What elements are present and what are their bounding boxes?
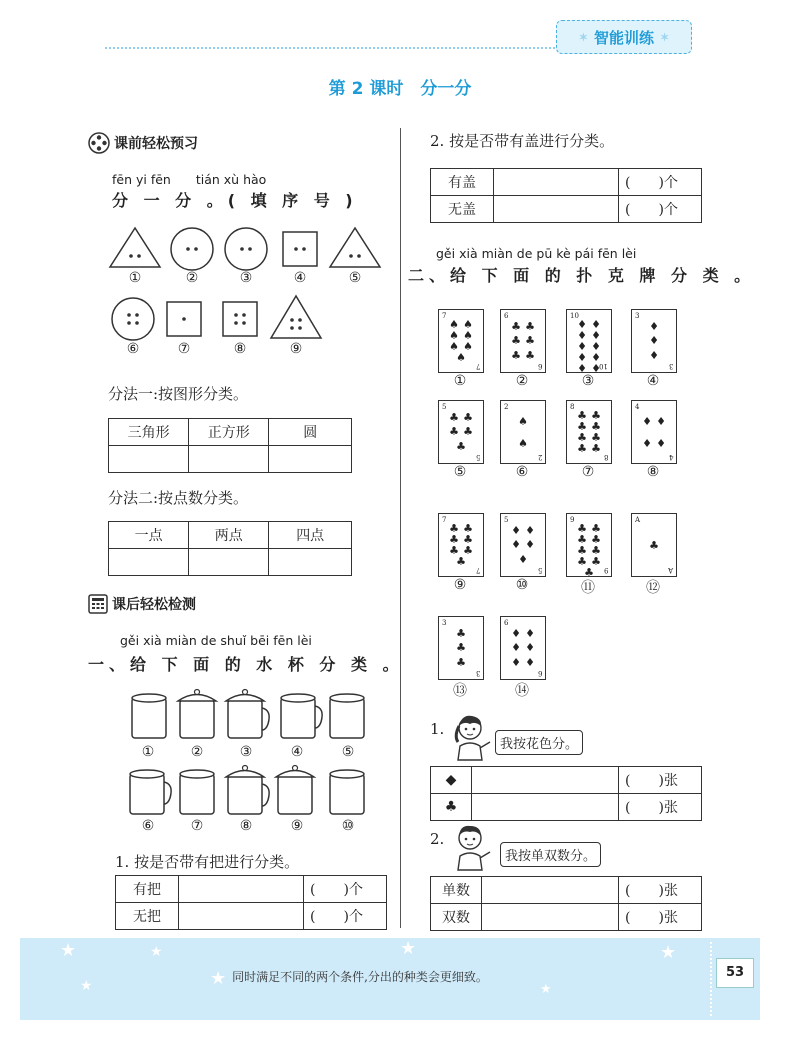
handle-table	[115, 875, 387, 930]
suit-pip: ♣	[463, 544, 473, 557]
shape-label: ⑨	[289, 341, 303, 357]
method2-text: 分法二:按点数分类。	[108, 489, 249, 507]
answer-cell[interactable]	[269, 549, 352, 576]
suit-pip: ♠	[449, 340, 459, 353]
card-label: ⑭	[515, 683, 529, 699]
shape-label: ⑧	[233, 341, 247, 357]
star-icon: ★	[150, 944, 163, 960]
table-header: 正方形	[189, 419, 269, 446]
suit-pip: ♣	[591, 431, 601, 444]
boy-avatar	[450, 822, 494, 872]
card-label: ⑨	[453, 577, 467, 593]
playing-card	[438, 513, 484, 577]
answer-cell[interactable]	[179, 903, 304, 930]
playing-card	[566, 400, 612, 464]
card-label: ⑪	[581, 580, 595, 596]
count-blank[interactable]: ( )	[625, 773, 664, 789]
suit-pip: ♦	[577, 362, 587, 375]
suit-pip: ♣	[456, 656, 466, 670]
card-rank: 3	[668, 362, 673, 370]
girl-avatar	[450, 712, 494, 762]
shape-2-circle-2dots	[171, 228, 213, 270]
parity-table	[430, 876, 702, 931]
cup-label: ⑥	[141, 818, 155, 834]
card-pips	[575, 318, 603, 375]
shape-6-circle-4dots	[112, 298, 154, 340]
playing-card	[631, 400, 677, 464]
cup-5	[330, 694, 364, 738]
suit-pip: ♣	[456, 641, 466, 655]
preview-heading	[88, 132, 198, 154]
playing-card	[500, 309, 546, 373]
cup-10	[330, 770, 364, 814]
header-dotted-line	[105, 47, 555, 49]
table-header: 两点	[189, 522, 269, 549]
card-rank: 5	[442, 403, 447, 411]
card-rank: 2	[537, 453, 542, 461]
answer-cell[interactable]	[109, 446, 189, 473]
preview-pinyin: fēn yi fēn tián xù hào	[112, 172, 267, 187]
suit-pip: ♣	[456, 626, 466, 640]
shape-5-triangle-2dots	[330, 228, 380, 267]
shape-label: ①	[128, 270, 142, 286]
card-label: ⑧	[646, 464, 660, 480]
suit-pip: ♠	[463, 318, 473, 331]
suit-pip: ♣	[511, 349, 521, 363]
answer-cell[interactable]	[179, 876, 304, 903]
answer-cell[interactable]	[494, 196, 619, 223]
card-rank: 9	[570, 516, 575, 524]
card-rank: 5	[504, 516, 509, 524]
suit-pip: ♣	[463, 522, 473, 535]
star-icon: ✶	[660, 30, 670, 44]
playing-card	[438, 400, 484, 464]
unit: 个	[348, 882, 363, 898]
cup-1	[132, 694, 166, 738]
star-icon: ★	[540, 982, 552, 997]
suit-pip: ♣	[591, 420, 601, 433]
suit-pip: ♦	[649, 319, 659, 333]
shape-3-circle-2dots	[225, 228, 267, 270]
suit-pip: ♦	[649, 349, 659, 363]
playing-card	[631, 513, 677, 577]
suit-pip: ♦	[649, 334, 659, 348]
suit-pip: ♦	[518, 553, 528, 567]
playing-card	[500, 400, 546, 464]
method1-text: 分法一:按图形分类。	[108, 385, 249, 403]
card-pips	[640, 523, 668, 567]
playing-card	[438, 309, 484, 373]
card-pips	[509, 410, 537, 454]
card-rank: 6	[504, 619, 509, 627]
q1-sub2-text: 2. 按是否带有盖进行分类。	[430, 132, 615, 150]
method1-table	[108, 418, 352, 473]
cup-label: ③	[239, 744, 253, 760]
row-label: 有盖	[431, 169, 494, 196]
suit-pip: ♣	[463, 425, 473, 439]
card-rank: 7	[475, 566, 480, 574]
answer-cell[interactable]	[109, 549, 189, 576]
suit-pip: ♦	[511, 626, 521, 640]
row-label: 有把	[116, 876, 179, 903]
card-label: ⑤	[453, 464, 467, 480]
card-rank: 4	[668, 453, 673, 461]
card-pips	[640, 319, 668, 363]
table-header: 一点	[109, 522, 189, 549]
suit-pip: ♦	[591, 362, 601, 375]
suit-pip: ♦	[525, 523, 535, 537]
shape-label: ⑦	[177, 341, 191, 357]
badge-label: 智能训练	[593, 28, 654, 47]
row-label: ◆	[431, 767, 472, 794]
suit-pip: ♣	[511, 334, 521, 348]
suit-pip: ♦	[511, 523, 521, 537]
cup-label: ⑤	[341, 744, 355, 760]
playing-card	[566, 309, 612, 373]
card-pips	[447, 410, 475, 454]
suit-table	[430, 766, 702, 821]
card-rank: 5	[475, 453, 480, 461]
suit-pip: ♠	[456, 351, 466, 364]
star-icon: ★	[210, 968, 227, 989]
shape-4-square-2dots	[283, 232, 317, 266]
suit-pip: ♦	[656, 414, 666, 428]
cup-9	[276, 766, 314, 815]
footer-band	[20, 938, 760, 1020]
cup-label: ①	[141, 744, 155, 760]
preview-title: 课前轻松预习	[114, 136, 198, 152]
suit-pip: ♦	[525, 538, 535, 552]
suit-pip: ♣	[456, 440, 466, 454]
suit-pip: ♦	[577, 340, 587, 353]
shape-label: ②	[185, 270, 199, 286]
card-rank: 8	[603, 453, 608, 461]
check-heading	[88, 594, 196, 614]
shape-9-triangle-4dots	[271, 296, 321, 338]
star-icon: ★	[400, 938, 417, 959]
card-label: ⑬	[453, 683, 467, 699]
shape-8-square-4dots	[223, 302, 257, 336]
playing-card	[500, 616, 546, 680]
suit-pip: ♣	[525, 319, 535, 333]
card-rank: 6	[537, 669, 542, 677]
unit: 张	[663, 800, 678, 816]
card-rank: 3	[442, 619, 447, 627]
suit-pip: ♣	[591, 533, 601, 546]
cup-8	[226, 766, 269, 815]
answer-cell[interactable]	[482, 877, 619, 904]
lesson-title: 第 2 课时 分一分	[328, 79, 472, 99]
card-pips	[509, 319, 537, 363]
answer-cell[interactable]	[189, 446, 269, 473]
card-pips	[640, 410, 668, 454]
card-pips	[447, 523, 475, 567]
count-blank[interactable]: ( )	[625, 883, 664, 899]
calculator-icon	[88, 594, 108, 614]
suit-pip: ♦	[642, 436, 652, 450]
preview-instruction: 分 一 分 。( 填 序 号 )	[112, 191, 358, 210]
suit-pip: ♠	[518, 436, 528, 450]
shape-label: ⑤	[348, 270, 362, 286]
method2-table	[108, 521, 352, 576]
card-label: ③	[581, 373, 595, 389]
cup-4	[281, 694, 322, 738]
count-blank[interactable]: ( )	[625, 175, 664, 191]
speech-bubble: 我按花色分。	[495, 730, 583, 755]
suit-pip: ♦	[525, 626, 535, 640]
suit-pip: ♣	[577, 409, 587, 422]
suit-pip: ♣	[449, 425, 459, 439]
suit-pip: ♦	[511, 656, 521, 670]
row-label: 双数	[431, 904, 482, 931]
suit-pip: ♦	[591, 351, 601, 364]
suit-pip: ♦	[511, 538, 521, 552]
check-title: 课后轻松检测	[112, 597, 196, 613]
card-rank: 3	[475, 669, 480, 677]
count-blank[interactable]: ( )	[625, 800, 664, 816]
shape-label: ⑥	[126, 341, 140, 357]
suit-pip: ♣	[449, 522, 459, 535]
card-rank: 8	[570, 403, 575, 411]
card-label: ⑩	[515, 577, 529, 593]
section-badge	[556, 20, 692, 54]
suit-pip: ♦	[577, 351, 587, 364]
lid-table	[430, 168, 702, 223]
playing-card	[566, 513, 612, 577]
card-label: ①	[453, 373, 467, 389]
table-header: 四点	[269, 522, 352, 549]
suit-pip: ♣	[511, 319, 521, 333]
count-blank[interactable]: ( )	[625, 202, 664, 218]
star-icon: ✶	[578, 30, 588, 44]
suit-pip: ♦	[525, 641, 535, 655]
suit-pip: ♦	[577, 318, 587, 331]
unit: 个	[663, 202, 678, 218]
card-rank: 5	[537, 566, 542, 574]
row-label: ♣	[431, 794, 472, 821]
answer-cell[interactable]	[494, 169, 619, 196]
cup-label: ⑨	[290, 818, 304, 834]
suit-pip: ♣	[525, 334, 535, 348]
suit-pip: ♣	[577, 431, 587, 444]
card-rank: 7	[442, 516, 447, 524]
q1-sub1-text: 1. 按是否带有把进行分类。	[115, 853, 300, 871]
sub1-number: 1.	[430, 720, 445, 738]
row-label: 无盖	[431, 196, 494, 223]
card-rank: 10	[570, 312, 579, 320]
card-pips	[447, 319, 475, 363]
suit-pip: ♣	[577, 522, 587, 535]
speech-bubble: 我按单双数分。	[500, 842, 601, 867]
card-rank: 9	[603, 566, 608, 574]
footer-note: 同时满足不同的两个条件,分出的种类会更细致。	[232, 970, 488, 984]
q2-title: 二、给 下 面 的 扑 克 牌 分 类 。	[408, 266, 756, 285]
answer-cell[interactable]	[269, 446, 352, 473]
card-rank: 7	[442, 312, 447, 320]
sub2-number: 2.	[430, 830, 445, 848]
shape-label: ③	[239, 270, 253, 286]
q1-pinyin: gěi xià miàn de shuǐ bēi fēn lèi	[120, 633, 312, 648]
card-label: ⑥	[515, 464, 529, 480]
card-rank: 2	[504, 403, 509, 411]
q2-pinyin: gěi xià miàn de pū kè pái fēn lèi	[436, 246, 637, 261]
shape-label: ④	[293, 270, 307, 286]
card-pips	[509, 523, 537, 567]
answer-cell[interactable]	[472, 794, 619, 821]
card-rank: 3	[635, 312, 640, 320]
suit-pip: ♦	[577, 329, 587, 342]
unit: 个	[348, 909, 363, 925]
playing-card	[500, 513, 546, 577]
answer-cell[interactable]	[472, 767, 619, 794]
card-label: ⑦	[581, 464, 595, 480]
cup-3	[226, 690, 269, 739]
suit-pip: ♦	[591, 329, 601, 342]
suit-pip: ♦	[656, 436, 666, 450]
card-rank: 4	[635, 403, 640, 411]
star-icon: ★	[80, 978, 93, 994]
unit: 张	[663, 773, 678, 789]
suit-pip: ♣	[463, 533, 473, 546]
cup-6	[130, 770, 171, 814]
answer-cell[interactable]	[189, 549, 269, 576]
card-label: ④	[646, 373, 660, 389]
card-rank: A	[667, 566, 673, 574]
card-label: ⑫	[646, 580, 660, 596]
cup-label: ⑧	[239, 818, 253, 834]
cup-label: ④	[290, 744, 304, 760]
count-blank[interactable]: ( )	[310, 882, 349, 898]
playing-card	[631, 309, 677, 373]
cup-2	[178, 690, 216, 739]
suit-pip: ♠	[463, 340, 473, 353]
star-icon: ★	[60, 940, 77, 961]
answer-cell[interactable]	[482, 904, 619, 931]
playing-card	[438, 616, 484, 680]
suit-pip: ♣	[591, 409, 601, 422]
footer-divider	[710, 942, 712, 1016]
suit-pip: ♦	[591, 340, 601, 353]
q1-title: 一、给 下 面 的 水 杯 分 类 。	[88, 655, 404, 674]
suit-pip: ♣	[449, 544, 459, 557]
unit: 个	[663, 175, 678, 191]
card-rank: 6	[537, 362, 542, 370]
suit-pip: ♠	[449, 329, 459, 342]
suit-pip: ♣	[577, 544, 587, 557]
cup-label: ⑦	[190, 818, 204, 834]
unit: 张	[663, 910, 678, 926]
suit-pip: ♣	[591, 544, 601, 557]
suit-pip: ♣	[463, 410, 473, 424]
card-pips	[575, 522, 603, 579]
suit-pip: ♣	[577, 533, 587, 546]
suit-pip: ♣	[456, 555, 466, 568]
suit-pip: ♦	[525, 656, 535, 670]
suit-pip: ♠	[518, 414, 528, 428]
film-reel-icon	[88, 132, 110, 154]
cup-label: ②	[190, 744, 204, 760]
suit-pip: ♦	[511, 641, 521, 655]
table-header: 三角形	[109, 419, 189, 446]
unit: 张	[663, 883, 678, 899]
suit-pip: ♣	[525, 349, 535, 363]
cups-figure	[120, 685, 380, 835]
star-icon: ★	[660, 942, 677, 963]
count-blank[interactable]: ( )	[310, 909, 349, 925]
suit-pip: ♣	[577, 555, 587, 568]
page-number: 53	[716, 958, 754, 988]
card-rank: A	[635, 516, 641, 524]
suit-pip: ♠	[449, 318, 459, 331]
shape-7-square-1dot	[167, 302, 201, 336]
column-divider	[400, 128, 401, 928]
row-label: 单数	[431, 877, 482, 904]
row-label: 无把	[116, 903, 179, 930]
card-pips	[509, 626, 537, 670]
suit-pip: ♦	[591, 318, 601, 331]
suit-pip: ♣	[577, 442, 587, 455]
cup-7	[180, 770, 214, 814]
suit-pip: ♣	[591, 522, 601, 535]
suit-pip: ♣	[649, 538, 659, 552]
cup-label: ⑩	[341, 818, 355, 834]
suit-pip: ♣	[591, 442, 601, 455]
suit-pip: ♣	[591, 555, 601, 568]
shape-1-triangle-2dots	[110, 228, 160, 267]
card-pips	[575, 410, 603, 454]
table-header: 圆	[269, 419, 352, 446]
suit-pip: ♠	[463, 329, 473, 342]
card-rank: 6	[504, 312, 509, 320]
count-blank[interactable]: ( )	[625, 910, 664, 926]
card-pips	[447, 626, 475, 670]
card-rank: 7	[475, 362, 480, 370]
suit-pip: ♣	[449, 410, 459, 424]
suit-pip: ♣	[449, 533, 459, 546]
suit-pip: ♣	[577, 420, 587, 433]
suit-pip: ♦	[642, 414, 652, 428]
card-label: ②	[515, 373, 529, 389]
suit-pip: ♣	[584, 566, 594, 579]
card-rank: 10	[599, 362, 608, 370]
